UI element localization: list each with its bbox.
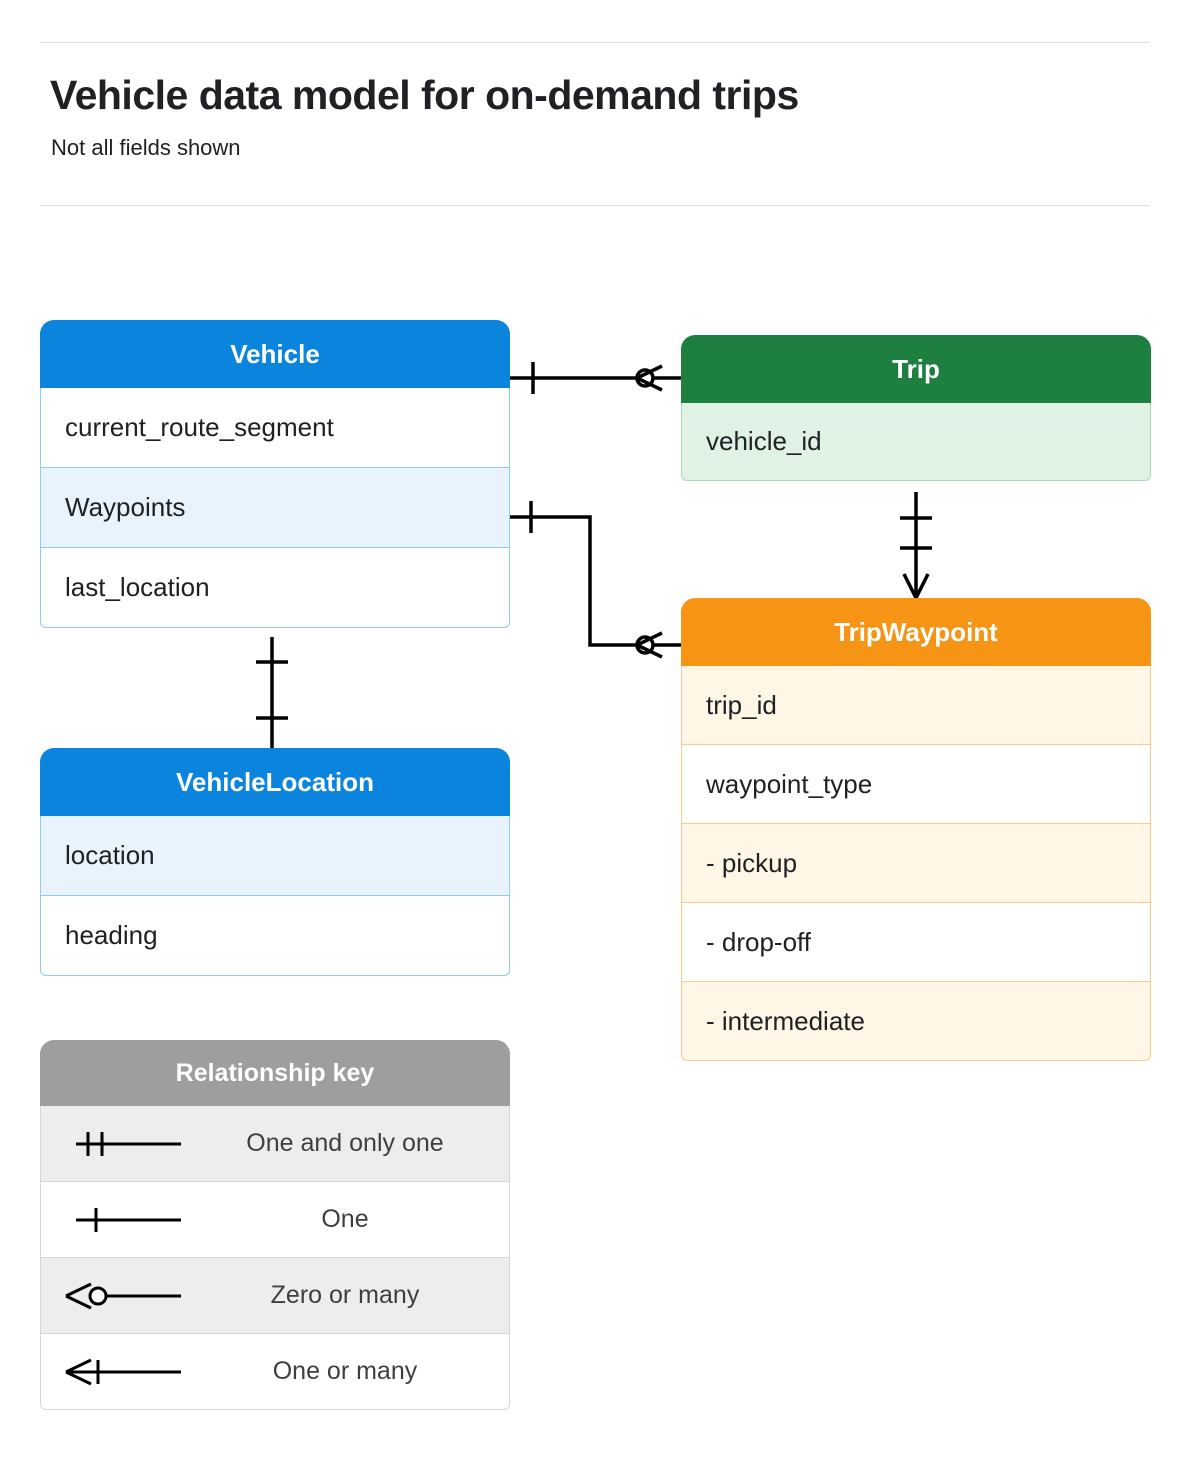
legend-item-zero-or-many xyxy=(40,1258,510,1334)
zero-or-many-icon xyxy=(41,1276,191,1316)
entity-tripwaypoint-value-drop-off: - drop-off xyxy=(681,903,1151,982)
header-divider-bottom xyxy=(40,205,1150,206)
legend-item-one xyxy=(40,1182,510,1258)
entity-tripwaypoint-field-trip-id: trip_id xyxy=(681,666,1151,745)
page-title: Vehicle data model for on-demand trips xyxy=(50,72,799,118)
entity-vehicle-field-last-location: last_location xyxy=(40,548,510,628)
entity-tripwaypoint-value-intermediate: - intermediate xyxy=(681,982,1151,1061)
entity-trip-title: Trip xyxy=(681,335,1151,403)
entity-vehicle-field-current-route-segment: current_route_segment xyxy=(40,388,510,468)
legend-item-one-and-only-one xyxy=(40,1106,510,1182)
entity-trip-field-vehicle-id: vehicle_id xyxy=(681,403,1151,481)
entity-vehicle-field-waypoints: Waypoints xyxy=(40,468,510,548)
entity-vehiclelocation-field-location: location xyxy=(40,816,510,896)
entity-vehicle-title: Vehicle xyxy=(40,320,510,388)
one-icon xyxy=(41,1200,191,1240)
entity-tripwaypoint-value-pickup: - pickup xyxy=(681,824,1151,903)
entity-trip[interactable] xyxy=(681,335,1151,481)
legend-label-one-and-only-one: One and only one xyxy=(246,1129,444,1157)
relationship-key-legend xyxy=(40,1040,510,1410)
entity-tripwaypoint[interactable] xyxy=(681,598,1151,1061)
header-divider-top xyxy=(40,42,1150,43)
one-and-only-one-icon xyxy=(41,1124,191,1164)
legend-label-one: One xyxy=(321,1205,369,1233)
entity-vehiclelocation-field-heading: heading xyxy=(40,896,510,976)
legend-item-one-or-many xyxy=(40,1334,510,1410)
entity-vehiclelocation[interactable] xyxy=(40,748,510,976)
entity-tripwaypoint-field-waypoint-type: waypoint_type xyxy=(681,745,1151,824)
legend-title: Relationship key xyxy=(40,1040,510,1106)
page-subtitle: Not all fields shown xyxy=(51,135,241,160)
entity-vehiclelocation-title: VehicleLocation xyxy=(40,748,510,816)
entity-tripwaypoint-title: TripWaypoint xyxy=(681,598,1151,666)
legend-label-zero-or-many: Zero or many xyxy=(270,1281,420,1309)
legend-label-one-or-many: One or many xyxy=(272,1357,418,1385)
entity-vehicle[interactable] xyxy=(40,320,510,628)
one-or-many-icon xyxy=(41,1352,191,1392)
